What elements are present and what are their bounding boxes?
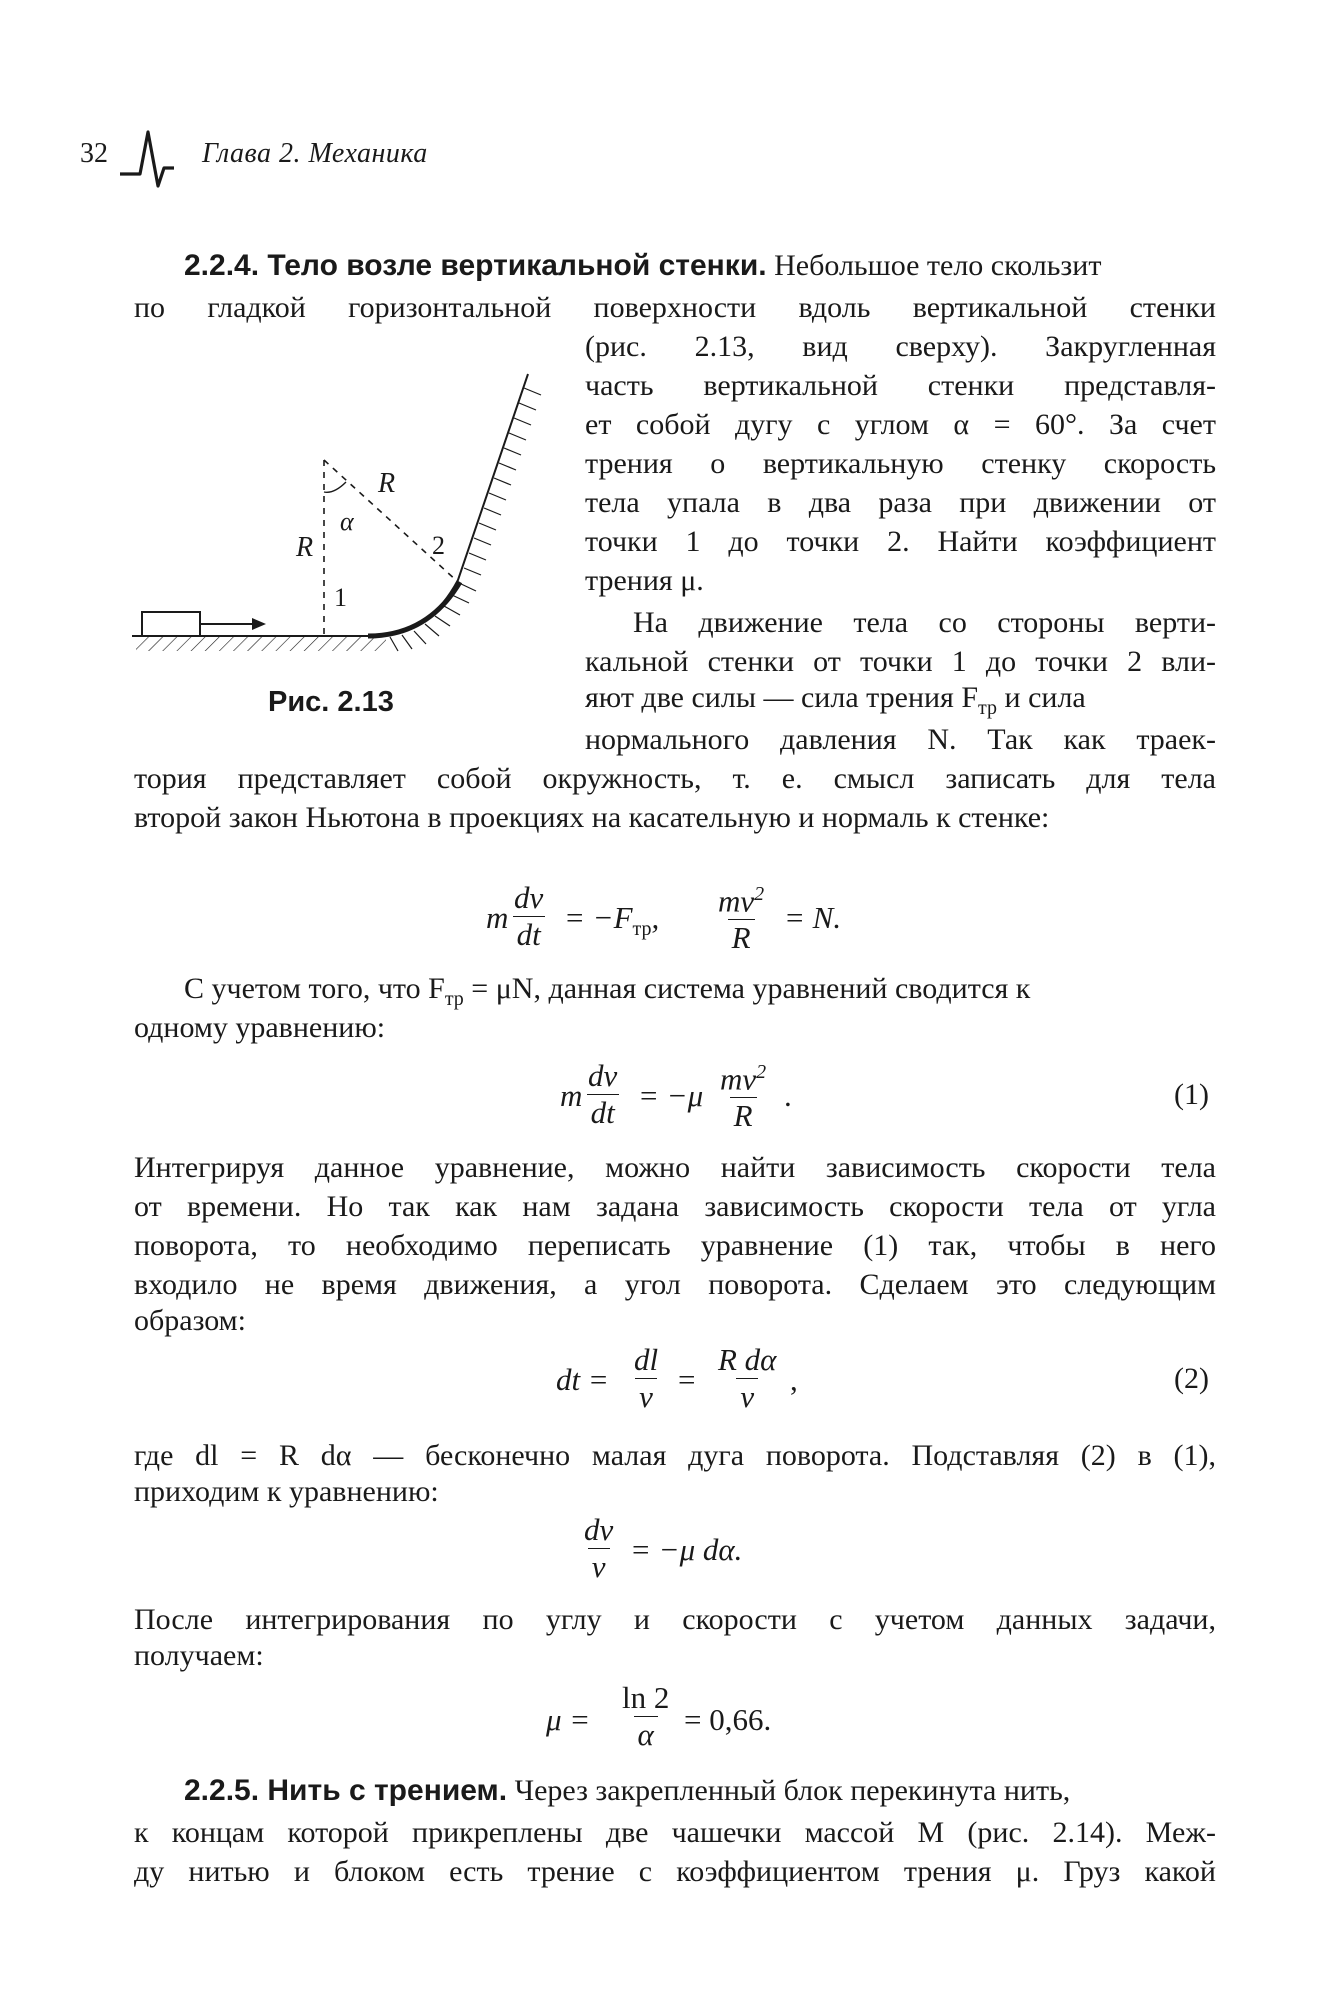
angle-arc bbox=[324, 482, 346, 492]
chapter-title: Глава 2. Механика bbox=[202, 138, 428, 169]
text-after-eq2-1: приходим к уравнению: bbox=[134, 1475, 439, 1508]
label-point-1: 1 bbox=[334, 583, 347, 612]
eq-main-sq: 2 bbox=[756, 1061, 767, 1083]
solution-text-2 bbox=[585, 681, 1216, 720]
problem-224-text-3: часть вертикальной стенки представля- bbox=[585, 369, 1216, 402]
sliding-body bbox=[142, 612, 200, 636]
problem-224-first-line bbox=[184, 249, 1216, 283]
eq1-m: m bbox=[486, 900, 509, 935]
figure-2-13 bbox=[128, 360, 568, 660]
eq2-frac-dlv bbox=[630, 1342, 662, 1415]
solution-text-5: второй закон Ньютона в проекциях на касательную и нормаль к стенке: bbox=[134, 801, 1050, 834]
eq1-comma: , bbox=[651, 900, 660, 935]
problem-224-text-8: трения μ. bbox=[585, 564, 704, 597]
eq1-tr: тр bbox=[632, 918, 652, 941]
eq2-eq: = bbox=[678, 1362, 696, 1397]
eq2-v: v bbox=[635, 1378, 657, 1415]
problem-224-text-6: тела упала в два раза при движении от bbox=[585, 486, 1216, 519]
equation-number-2: (2) bbox=[1174, 1362, 1209, 1395]
eq-main-dv: dv bbox=[588, 1058, 618, 1093]
eq1-rhs2: = N. bbox=[784, 900, 842, 935]
eq3-dv: dv bbox=[584, 1512, 614, 1547]
text-after-eq2-0: где dl = R dα — бесконечно малая дуга поворота. Подставляя (2) в (1), bbox=[134, 1439, 1216, 1472]
eq1-frac-dvdt bbox=[510, 880, 547, 953]
solution-text-4: тория представляет собой окружность, т. е. смысл записать для тела bbox=[134, 762, 1216, 795]
ftr-subscript: тр bbox=[978, 697, 998, 719]
eq2-frac-Rdav bbox=[714, 1342, 780, 1415]
eq-main-mv2 bbox=[716, 1054, 770, 1097]
label-point-2: 2 bbox=[432, 531, 445, 560]
eq1-sq: 2 bbox=[754, 883, 765, 905]
eq-main-frac-mv2R bbox=[716, 1054, 770, 1134]
arrow-head-icon bbox=[252, 618, 266, 630]
eq4-frac bbox=[618, 1680, 673, 1753]
text-after-eq1-line2: одному уравнению: bbox=[134, 1011, 386, 1044]
solution-text-2b: и сила bbox=[997, 681, 1086, 714]
eq2-Rda: R dα bbox=[718, 1342, 777, 1377]
solution-text-3: нормального давления N. Так как траек- bbox=[585, 723, 1216, 756]
eq-main-mv: mv bbox=[720, 1061, 757, 1097]
equation-number-1: (1) bbox=[1174, 1078, 1209, 1111]
eq2-dl: dl bbox=[634, 1342, 659, 1377]
running-header bbox=[80, 128, 540, 188]
eq4-lhs: μ = bbox=[546, 1702, 591, 1737]
eq4-rhs: = 0,66. bbox=[684, 1702, 772, 1737]
ground-hatching bbox=[136, 637, 386, 651]
solution-text-2a: яют две силы — сила трения F bbox=[585, 681, 979, 714]
eq1-frac-mv2R bbox=[714, 876, 768, 956]
figure-caption: Рис. 2.13 bbox=[268, 686, 394, 718]
eq4-alpha: α bbox=[634, 1716, 658, 1753]
eq2-lhs: dt = bbox=[556, 1362, 609, 1397]
integrate-text-0: Интегрируя данное уравнение, можно найти зависимость скорости тела bbox=[134, 1151, 1216, 1184]
eq1-rhs1-text: = −F bbox=[564, 900, 633, 935]
eq1-R: R bbox=[728, 919, 755, 956]
text-after-eq1-sub: тр bbox=[444, 988, 464, 1010]
text-after-eq3-0: После интегрирования по углу и скорости с учетом данных задачи, bbox=[134, 1603, 1216, 1636]
eq4-ln2: ln 2 bbox=[622, 1680, 670, 1715]
eq1-dv: dv bbox=[514, 880, 544, 915]
problem-224-text-5: трения о вертикальную стенку скорость bbox=[585, 447, 1216, 480]
eq1-rhs1 bbox=[564, 900, 659, 941]
integrate-text-1: от времени. Но так как нам задана зависимость скорости тела от угла bbox=[134, 1190, 1216, 1223]
eq-main-frac-dvdt bbox=[584, 1058, 621, 1131]
eq1-dt: dt bbox=[513, 916, 545, 953]
wall-hatching bbox=[390, 388, 541, 651]
eq3-rhs: = −μ dα. bbox=[630, 1532, 743, 1567]
text-after-eq1-b: = μN, данная система уравнений сводится к bbox=[463, 972, 1031, 1005]
problem-224-text-2: (рис. 2.13, вид сверху). Закругленная bbox=[585, 330, 1216, 363]
label-R-top: R bbox=[378, 468, 396, 499]
eq3-v: v bbox=[588, 1548, 610, 1585]
pulse-logo-icon bbox=[118, 128, 190, 188]
solution-text-0: На движение тела со стороны верти- bbox=[633, 606, 1216, 639]
text-after-eq1-line1 bbox=[184, 972, 1216, 1011]
eq-main-m: m bbox=[560, 1078, 583, 1113]
curved-wall-section bbox=[368, 582, 460, 636]
label-R-left: R bbox=[296, 532, 314, 563]
eq-main-R: R bbox=[730, 1097, 757, 1134]
integrate-text-2: поворота, то необходимо переписать уравнение (1) так, чтобы в него bbox=[134, 1229, 1216, 1262]
eq-main-end: . bbox=[784, 1078, 792, 1113]
problem-225-text-1: к концам которой прикреплены две чашечки массой M (рис. 2.14). Меж- bbox=[134, 1816, 1216, 1849]
problem-225-first-line bbox=[184, 1774, 1216, 1808]
problem-224-text-0: Небольшое тело скользит bbox=[774, 249, 1102, 282]
eq2-end: , bbox=[790, 1362, 798, 1397]
integrate-text-3: входило не время движения, а угол поворота. Сделаем это следующим bbox=[134, 1268, 1216, 1301]
text-after-eq1-a: С учетом того, что F bbox=[184, 972, 445, 1005]
eq1-mv: mv bbox=[718, 883, 755, 919]
solution-text-1: кальной стенки от точки 1 до точки 2 вли- bbox=[585, 645, 1216, 678]
eq-main-mid: = −μ bbox=[638, 1078, 704, 1113]
text-after-eq3-1: получаем: bbox=[134, 1639, 264, 1672]
page-number: 32 bbox=[80, 138, 108, 169]
eq-main-dt: dt bbox=[587, 1094, 619, 1131]
problem-225-title: 2.2.5. Нить с трением. bbox=[184, 1774, 508, 1807]
problem-224-text-1: по гладкой горизонтальной поверхности вдоль вертикальной стенки bbox=[134, 291, 1216, 324]
problem-224-text-4: ет собой дугу с углом α = 60°. За счет bbox=[585, 408, 1216, 441]
label-alpha: α bbox=[340, 507, 354, 536]
eq3-frac-dvv bbox=[580, 1512, 617, 1585]
problem-225-text-2: ду нитью и блоком есть трение с коэффициентом трения μ. Груз какой bbox=[134, 1855, 1216, 1888]
eq2-v2: v bbox=[736, 1378, 758, 1415]
problem-224-title: 2.2.4. Тело возле вертикальной стенки. bbox=[184, 249, 767, 282]
integrate-text-4: образом: bbox=[134, 1304, 247, 1337]
problem-225-text-0: Через закрепленный блок перекинута нить, bbox=[514, 1774, 1071, 1807]
eq1-mv2 bbox=[714, 876, 768, 919]
problem-224-text-7: точки 1 до точки 2. Найти коэффициент bbox=[585, 525, 1216, 558]
